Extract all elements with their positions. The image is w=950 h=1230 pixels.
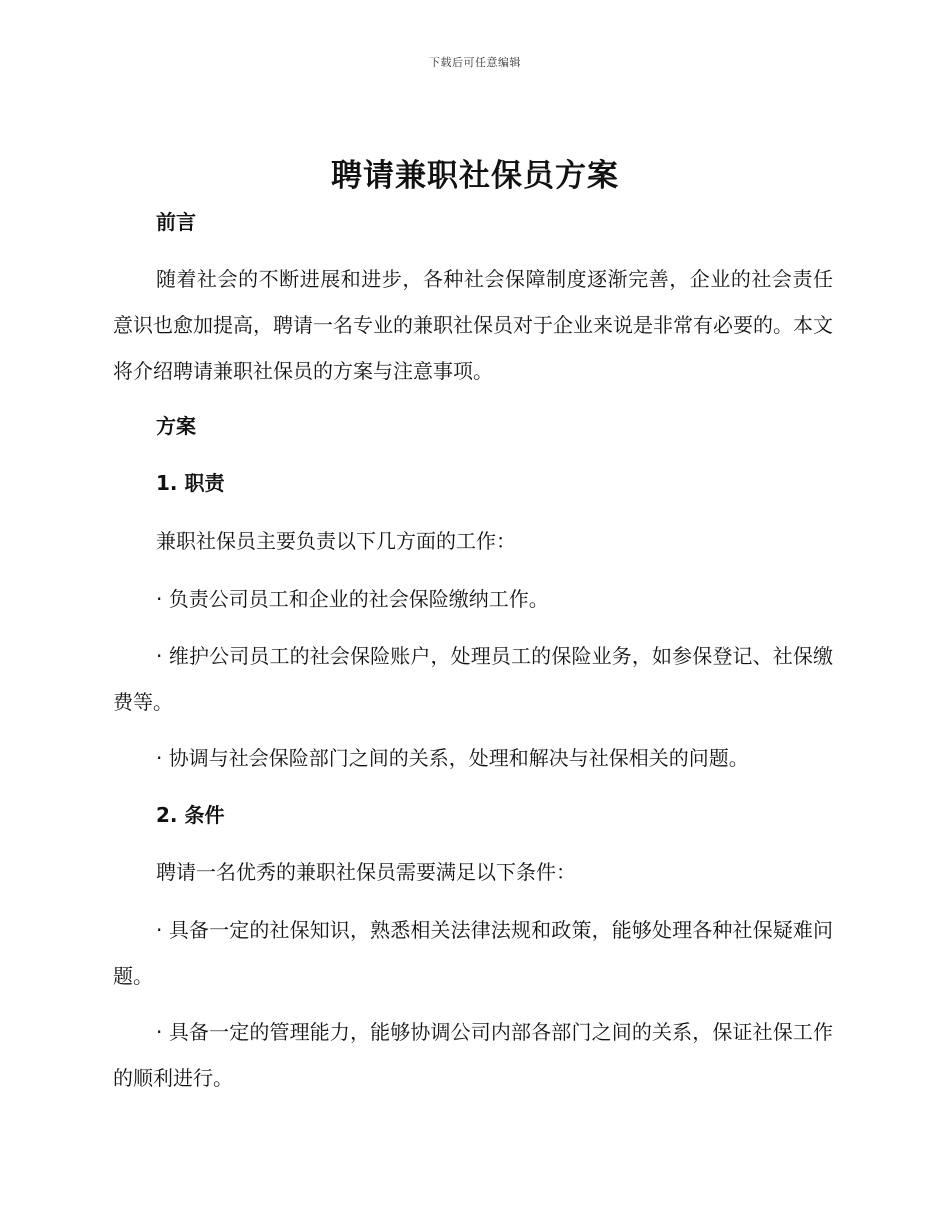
condition-item: · 具备一定的管理能力，能够协调公司内部各部门之间的关系，保证社保工作的顺利进行。 — [113, 1020, 833, 1090]
duty-heading: 1. 职责 — [156, 471, 225, 495]
duty-item: · 负责公司员工和企业的社会保险缴纳工作。 — [156, 587, 549, 611]
preface-paragraph: 随着社会的不断进展和进步，各种社会保障制度逐渐完善，企业的社会责任意识也愈加提高，聘请一名专业的兼职社保员对于企业来说是非常有必要的。本文将介绍聘请兼职社保员的方案与注意事项。 — [113, 267, 833, 383]
preface-heading: 前言 — [156, 210, 196, 234]
condition-intro: 聘请一名优秀的兼职社保员需要满足以下条件： — [156, 860, 576, 884]
duty-item: · 协调与社会保险部门之间的关系，处理和解决与社保相关的问题。 — [156, 746, 749, 770]
condition-item: · 具备一定的社保知识，熟悉相关法律法规和政策，能够处理各种社保疑难问题。 — [113, 918, 833, 988]
duty-item: · 维护公司员工的社会保险账户，处理员工的保险业务，如参保登记、社保缴费等。 — [113, 644, 833, 714]
document-title: 聘请兼职社保员方案 — [331, 158, 619, 194]
duty-intro: 兼职社保员主要负责以下几方面的工作： — [156, 529, 516, 553]
condition-heading: 2. 条件 — [156, 803, 225, 827]
page-header-note: 下载后可任意编辑 — [429, 56, 521, 69]
plan-heading: 方案 — [156, 414, 196, 438]
